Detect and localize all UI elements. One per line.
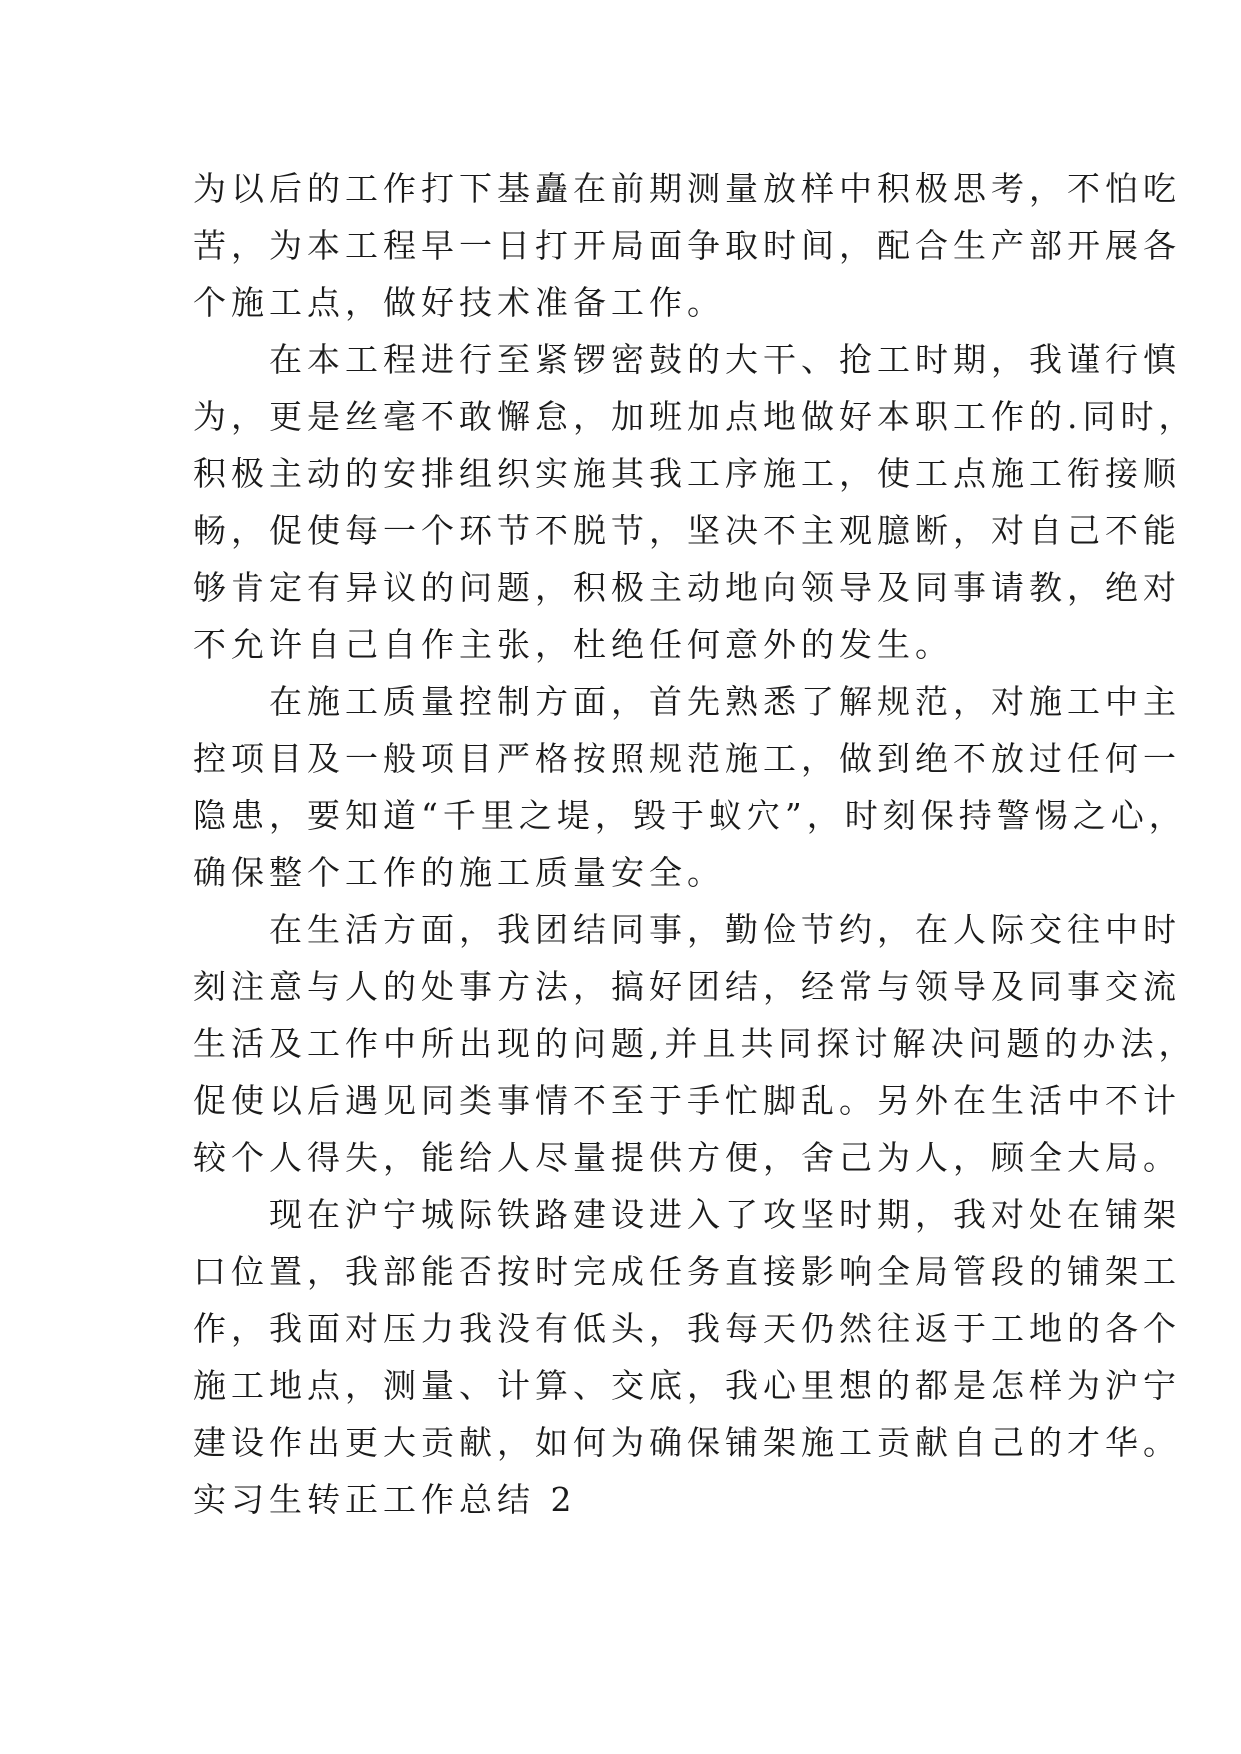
paragraph-first-line: 在本工程进行至紧锣密鼓的大干、抢工时期，我谨行慎 [269, 340, 1181, 379]
paragraph-first-line: 在施工质量控制方面，首先熟悉了解规范，对施工中主 [269, 682, 1181, 721]
text-line: 畅，促使每一个环节不脱节，坚决不主观臆断，对自己不能 [193, 511, 1181, 550]
text-line: 建设作出更大贡献，如何为确保铺架施工贡献自己的才华。 [193, 1423, 1181, 1462]
paragraph-first-line: 现在沪宁城际铁路建设进入了攻坚时期，我对处在铺架 [269, 1195, 1181, 1234]
text-line: 个施工点，做好技术准备工作。 [193, 283, 725, 322]
text-line: 作，我面对压力我没有低头，我每天仍然往返于工地的各个 [193, 1309, 1181, 1348]
text-line: 刻注意与人的处事方法，搞好团结，经常与领导及同事交流 [193, 967, 1181, 1006]
text-line: 为以后的工作打下基矗在前期测量放样中积极思考，不怕吃 [193, 169, 1181, 208]
text-line: 苦，为本工程早一日打开局面争取时间，配合生产部开展各 [193, 226, 1181, 265]
text-line: 不允许自己自作主张，杜绝任何意外的发生。 [193, 625, 953, 664]
text-line: 生活及工作中所出现的问题,并且共同探讨解决问题的办法， [193, 1024, 1197, 1063]
text-line: 确保整个工作的施工质量安全。 [193, 853, 725, 892]
text-line: 为，更是丝毫不敢懈怠，加班加点地做好本职工作的.同时， [193, 397, 1197, 436]
section-heading: 实习生转正工作总结 2 [193, 1480, 577, 1519]
text-line: 控项目及一般项目严格按照规范施工，做到绝不放过任何一 [193, 739, 1181, 778]
text-line: 促使以后遇见同类事情不至于手忙脚乱。另外在生活中不计 [193, 1081, 1181, 1120]
text-line: 隐患，要知道“千里之堤，毁于蚁穴”，时刻保持警惕之心， [193, 796, 1187, 835]
text-line: 积极主动的安排组织实施其我工序施工，使工点施工衔接顺 [193, 454, 1181, 493]
text-line: 够肯定有异议的问题，积极主动地向领导及同事请教，绝对 [193, 568, 1181, 607]
text-line: 口位置，我部能否按时完成任务直接影响全局管段的铺架工 [193, 1252, 1181, 1291]
text-line: 较个人得失，能给人尽量提供方便，舍己为人，顾全大局。 [193, 1138, 1181, 1177]
paragraph-first-line: 在生活方面，我团结同事，勤俭节约，在人际交往中时 [269, 910, 1181, 949]
text-line: 施工地点，测量、计算、交底，我心里想的都是怎样为沪宁 [193, 1366, 1181, 1405]
document-body [193, 160, 1197, 1528]
